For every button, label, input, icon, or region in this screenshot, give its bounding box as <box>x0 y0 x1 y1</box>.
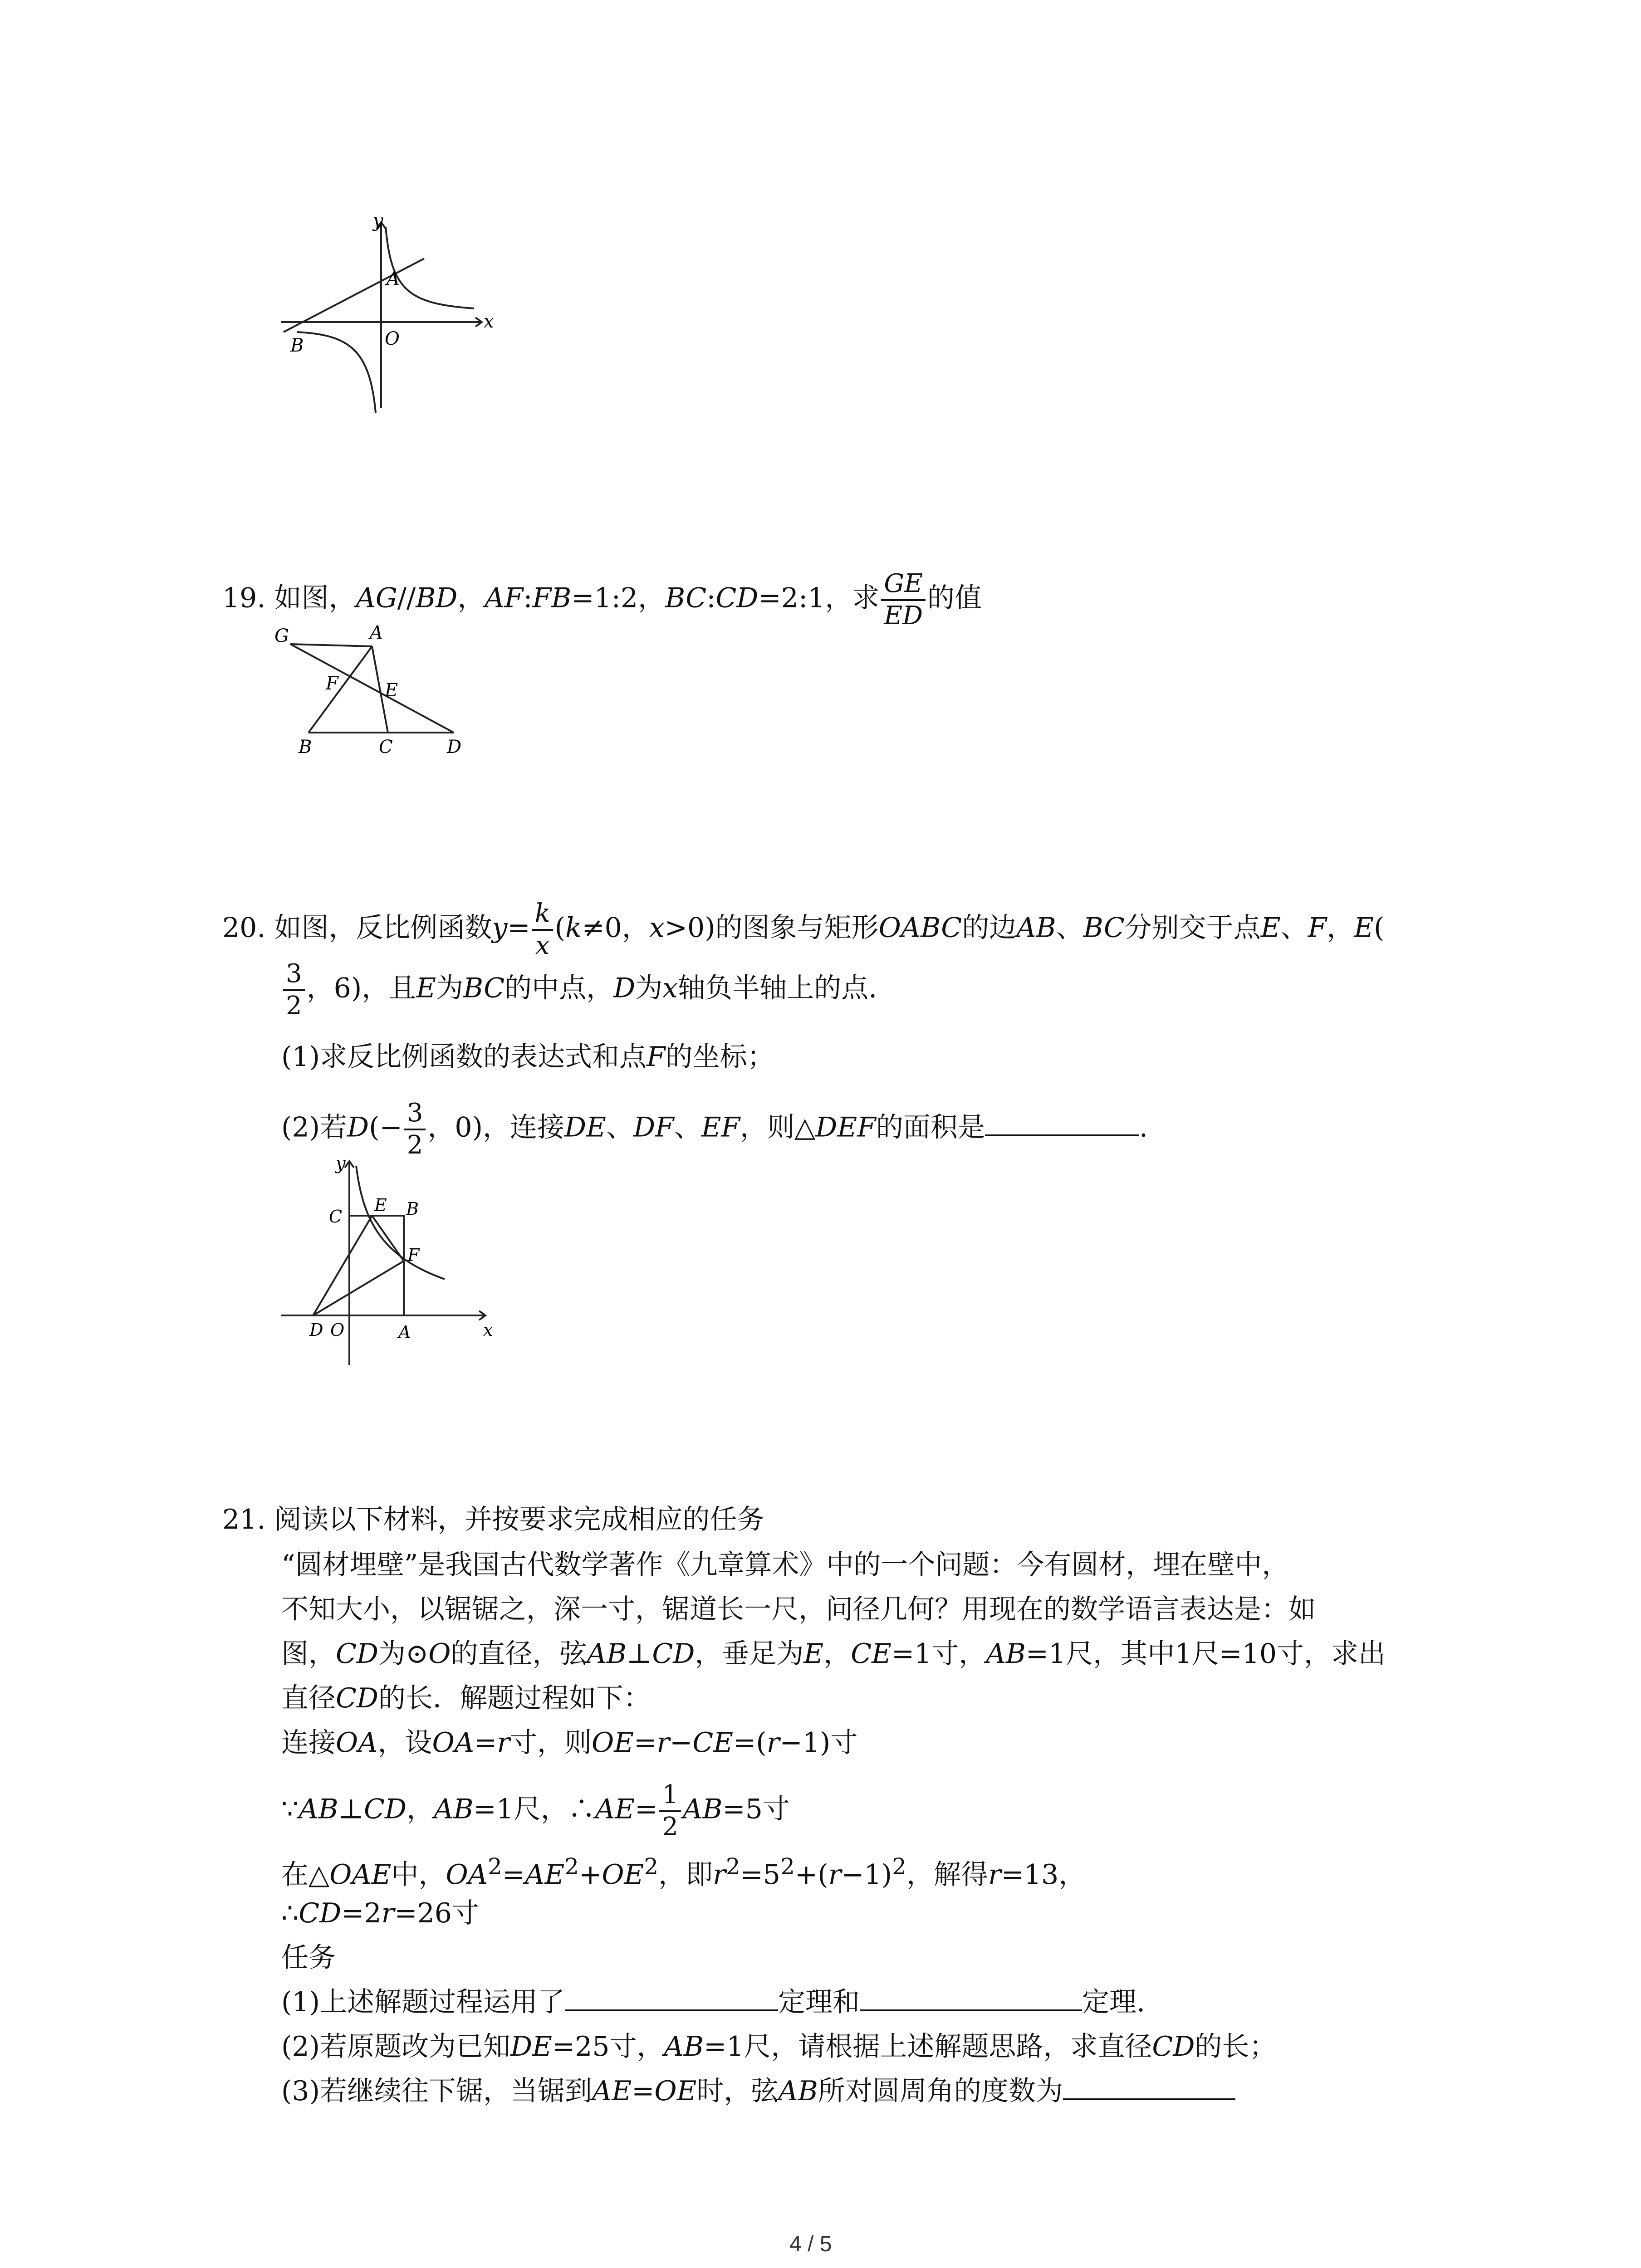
fig19-label-E: E <box>385 680 398 701</box>
fig19-label-F: F <box>326 673 338 694</box>
q21-line7: ∵AB⊥CD，AB=1尺，∴AE= $\frac{1}{2}$ AB=5寸 <box>281 1780 790 1842</box>
q21-task3: (3)若继续往下锯，当锯到AE=OE时，弦AB所对圆周角的度数为 <box>281 2077 1235 2105</box>
page-number: 4 / 5 <box>789 2232 832 2256</box>
fig18-label-B: B <box>290 335 304 356</box>
q21-line9: ∴CD=2r=26寸 <box>281 1897 479 1929</box>
fig19-label-D: D <box>447 737 462 758</box>
rectangle-hyperbola-figure <box>272 1152 499 1374</box>
fig20-label-x: x <box>483 1320 493 1340</box>
task1-blank-2[interactable] <box>860 2009 1082 2011</box>
fig20-label-O: O <box>330 1320 345 1340</box>
q21-line5: 直径CD的长．解题过程如下： <box>281 1682 651 1714</box>
fig19-label-A: A <box>370 622 383 643</box>
q21-task2: (2)若原题改为已知DE=25寸，AB=1尺，请根据上述解题思路，求直径CD的长； <box>281 2031 1277 2063</box>
fig20-label-E: E <box>374 1195 387 1215</box>
q21-line4: 图，CD为⊙O的直径，弦AB⊥CD，垂足为E，CE=1寸，AB=1尺，其中1尺=10寸，求出 <box>281 1638 1386 1670</box>
fig19-label-B: B <box>299 737 312 758</box>
q20-part1: (1)求反比例函数的表达式和点F的坐标； <box>281 1041 774 1073</box>
q21-task-heading: 任务 <box>281 1942 336 1974</box>
ge-ed-fraction: $\frac{GE}{ED}$ <box>881 571 926 630</box>
fig20-label-F: F <box>407 1245 420 1265</box>
q20-part2: (2)若D(− $\frac{3}{2}$ ，0)，连接DE、DF、EF，则△DEF的面积是 . <box>281 1098 1148 1160</box>
q21-task1: (1)上述解题过程运用了 定理和 定理. <box>281 1986 1146 2018</box>
task1-blank-1[interactable] <box>565 2009 778 2011</box>
triangle-figure <box>268 621 476 758</box>
task3-blank[interactable] <box>1063 2098 1235 2100</box>
hyperbola-line-figure <box>272 213 508 417</box>
q21-line8: 在△OAE中，$OA^2=AE^2+OE^2$，即$r^2=5^2+(r-1)^2$，解得r=13， <box>281 1853 1086 1891</box>
fig20-label-y: y <box>336 1154 346 1173</box>
fig18-label-O: O <box>385 328 400 349</box>
fig20-label-A: A <box>398 1322 411 1342</box>
fig18-label-A: A <box>387 269 400 289</box>
fig19-label-C: C <box>379 737 393 758</box>
answer-blank-area[interactable] <box>985 1134 1139 1136</box>
fig20-label-D: D <box>309 1320 323 1340</box>
fig20-label-C: C <box>329 1207 343 1227</box>
q21-line2: “圆材埋壁”是我国古代数学著作《九章算术》中的一个问题：今有圆材，埋在壁中， <box>281 1549 1289 1581</box>
q19-text: 19. 如图，AG//BD，AF:FB=1:2，BC:CD=2:1，求 $\frac{GE}{ED}$ 的值 <box>222 569 982 631</box>
fig18-label-x: x <box>484 311 494 332</box>
q21-line1: 21. 阅读以下材料，并按要求完成相应的任务 <box>222 1504 764 1535</box>
q20-line1: 20. 如图，反比例函数y= $\frac{k}{x}$ (k≠0，x>0)的图象与矩形OABC的边AB、BC分别交于点E、F，E( <box>222 899 1385 960</box>
fig19-label-G: G <box>274 626 289 646</box>
q21-line3: 不知大小，以锯锯之，深一寸，锯道长一尺，问径几何？用现在的数学语言表达是：如 <box>281 1593 1316 1625</box>
q20-line2: $\frac{3}{2}$ ，6)，且E为BC的中点，D为x轴负半轴上的点. <box>281 961 877 1020</box>
fig20-label-B: B <box>406 1199 419 1219</box>
q21-line6: 连接OA，设OA=r寸，则OE=r−CE=(r−1)寸 <box>281 1727 858 1759</box>
fig18-label-y: y <box>373 213 383 231</box>
